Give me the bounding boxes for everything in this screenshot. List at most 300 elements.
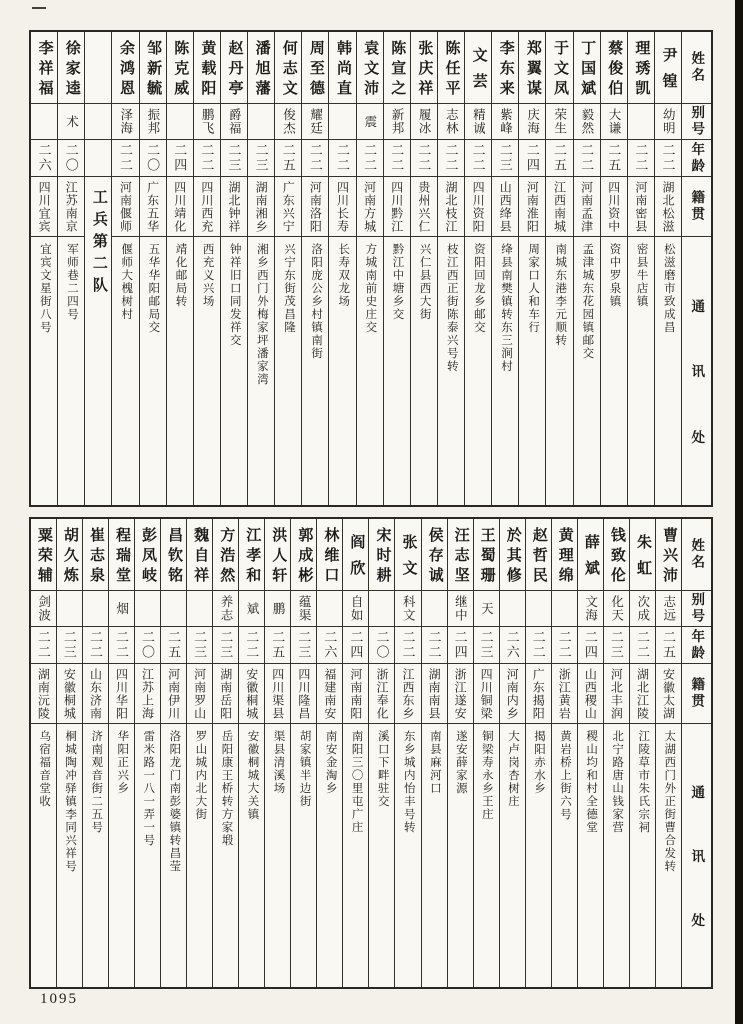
entry-age: 二四 bbox=[578, 627, 603, 664]
entry-age: 二五 bbox=[601, 140, 627, 177]
entry-age: 二二 bbox=[655, 140, 681, 177]
entry-column bbox=[238, 519, 264, 987]
entry-native-place: 河北丰润 bbox=[604, 664, 629, 724]
entry-address: 资中罗泉镇 bbox=[608, 243, 621, 308]
entry-age: 二三 bbox=[604, 627, 629, 664]
entry-age: 二二 bbox=[465, 140, 491, 177]
entry-age: 二五 bbox=[161, 627, 186, 664]
entry-column bbox=[356, 32, 383, 505]
entry-alias: 紫峰 bbox=[492, 104, 518, 140]
entry-age: 二二 bbox=[239, 627, 264, 664]
entry-name: 方 浩 然 bbox=[213, 519, 238, 591]
entry-name: 丁 国 斌 bbox=[574, 32, 600, 104]
entry-alias: 耀廷 bbox=[302, 104, 328, 140]
entry-age: 二四 bbox=[448, 627, 473, 664]
entry-address: 兴仁县西大街 bbox=[418, 243, 431, 321]
entry-alias bbox=[369, 591, 394, 627]
entry-age: 二〇 bbox=[58, 140, 84, 177]
entry-name: 郭 成 彬 bbox=[291, 519, 316, 591]
entry-native-place: 四川黔江 bbox=[384, 177, 410, 237]
column-headers bbox=[681, 32, 711, 505]
entry-native-place: 河南南阳 bbox=[343, 664, 368, 724]
entry-age: 二二 bbox=[109, 627, 134, 664]
entry-name: 张 庆 祥 bbox=[411, 32, 437, 104]
entry-address: 松滋磨市致成昌 bbox=[662, 243, 675, 334]
entry-age: 二三 bbox=[492, 140, 518, 177]
header-native-label: 籍贯 bbox=[682, 664, 711, 724]
page-number: 1095 bbox=[40, 991, 78, 1007]
entry-age: 二四 bbox=[519, 140, 545, 177]
header-address-label: 通 讯 处 bbox=[689, 784, 705, 927]
entry-address: 北宁路唐山钱家营 bbox=[611, 730, 624, 834]
entry-name: 曹 兴 沛 bbox=[656, 519, 681, 591]
entry-column bbox=[56, 519, 82, 987]
entry-address: 黔江中塘乡交 bbox=[391, 243, 404, 321]
entry-name: 蔡 俊 伯 bbox=[601, 32, 627, 104]
entry-age: 二三 bbox=[291, 627, 316, 664]
entry-address: 铜梁寿永乡王庄 bbox=[480, 730, 493, 821]
entry-alias: 庆海 bbox=[519, 104, 545, 140]
entry-column bbox=[383, 32, 410, 505]
entry-column bbox=[473, 519, 499, 987]
entry-alias: 文海 bbox=[578, 591, 603, 627]
entry-address: 溪口下畔驻交 bbox=[376, 730, 389, 808]
entry-column bbox=[491, 32, 518, 505]
entry-name: 袁 文 沛 bbox=[357, 32, 383, 104]
entry-native-place: 河南洛阳 bbox=[302, 177, 328, 237]
entry-address: 偃师大槐树村 bbox=[120, 243, 133, 321]
entry-column bbox=[410, 32, 437, 505]
entry-age: 二二 bbox=[526, 627, 551, 664]
entry-alias: 毅然 bbox=[574, 104, 600, 140]
entry-address: 江陵草市朱氏宗祠 bbox=[637, 730, 650, 834]
entry-name: 余 鸿 恩 bbox=[112, 32, 138, 104]
entry-column bbox=[31, 519, 56, 987]
entry-name: 韩 尚 直 bbox=[329, 32, 355, 104]
entry-address: 洛阳庞公乡村镇南街 bbox=[310, 243, 323, 360]
entry-alias bbox=[83, 591, 108, 627]
header-age-label: 年龄 bbox=[682, 627, 711, 664]
entry-address: 资阳回龙乡邮交 bbox=[472, 243, 485, 334]
entry-age: 二二 bbox=[112, 140, 138, 177]
entry-alias: 次成 bbox=[630, 591, 655, 627]
entry-age: 二五 bbox=[265, 627, 290, 664]
entry-column bbox=[629, 519, 655, 987]
entry-alias: 志远 bbox=[656, 591, 681, 627]
entry-native-place: 湖北钟祥 bbox=[221, 177, 247, 237]
entry-age: 二〇 bbox=[140, 140, 166, 177]
entry-native-place: 湖北松滋 bbox=[655, 177, 681, 237]
entry-alias bbox=[31, 104, 57, 140]
entry-age: 二六 bbox=[317, 627, 342, 664]
header-alias-label: 别号 bbox=[682, 104, 711, 140]
entry-native-place: 四川资阳 bbox=[465, 177, 491, 237]
entry-address: 安徽桐城大关镇 bbox=[246, 730, 259, 821]
entry-column bbox=[603, 519, 629, 987]
entry-age: 二二 bbox=[357, 140, 383, 177]
entry-address: 方城南前史庄交 bbox=[364, 243, 377, 334]
entry-native-place: 河南内乡 bbox=[500, 664, 525, 724]
directory-table-upper bbox=[29, 30, 713, 507]
entry-native-place: 江西东乡 bbox=[395, 664, 420, 724]
entry-native-place: 四川西充 bbox=[194, 177, 220, 237]
entry-alias: 烟 bbox=[109, 591, 134, 627]
entry-alias: 新邦 bbox=[384, 104, 410, 140]
entry-column bbox=[421, 519, 447, 987]
entry-address: 孟津城东花园镇邮交 bbox=[581, 243, 594, 360]
scan-edge-artifact bbox=[735, 0, 743, 1024]
entry-name: 林 维 口 bbox=[317, 519, 342, 591]
entry-column bbox=[31, 32, 57, 505]
entry-column bbox=[220, 32, 247, 505]
entry-native-place: 湖南湘乡 bbox=[248, 177, 274, 237]
entry-column bbox=[134, 519, 160, 987]
entry-address: 太湖西门外正街曹合发转 bbox=[663, 730, 676, 873]
entry-column bbox=[573, 32, 600, 505]
entry-native-place: 浙江黄岩 bbox=[552, 664, 577, 724]
entry-alias bbox=[135, 591, 160, 627]
entry-age: 二五 bbox=[546, 140, 572, 177]
entry-native-place: 湖北枝江 bbox=[438, 177, 464, 237]
entry-name: 徐 家 逵 bbox=[58, 32, 84, 104]
entry-column bbox=[545, 32, 572, 505]
entry-alias: 幼明 bbox=[655, 104, 681, 140]
entry-name: 何 志 文 bbox=[275, 32, 301, 104]
entry-column bbox=[518, 32, 545, 505]
entry-age: 二二 bbox=[574, 140, 600, 177]
entry-alias bbox=[628, 104, 654, 140]
entry-name: 郑 翼 谋 bbox=[519, 32, 545, 104]
entry-alias: 大谦 bbox=[601, 104, 627, 140]
empty-cell bbox=[85, 140, 111, 177]
entry-name: 昌 钦 铭 bbox=[161, 519, 186, 591]
entry-column bbox=[212, 519, 238, 987]
entry-address: 稷山均和村全德堂 bbox=[585, 730, 598, 834]
entry-native-place: 江苏南京 bbox=[58, 177, 84, 237]
entry-native-place: 湖南岳阳 bbox=[213, 664, 238, 724]
entry-alias: 科文 bbox=[395, 591, 420, 627]
entry-name: 钱 致 伦 bbox=[604, 519, 629, 591]
entry-age: 二三 bbox=[474, 627, 499, 664]
entry-age: 二〇 bbox=[369, 627, 394, 664]
entry-name: 於 其 修 bbox=[500, 519, 525, 591]
entry-alias: 自如 bbox=[343, 591, 368, 627]
entry-address: 密县牛店镇 bbox=[635, 243, 648, 308]
entry-native-place: 山西稷山 bbox=[578, 664, 603, 724]
entry-name: 理 琇 凯 bbox=[628, 32, 654, 104]
entry-column bbox=[328, 32, 355, 505]
entry-name: 粟 荣 辅 bbox=[31, 519, 56, 591]
entry-native-place: 四川华阳 bbox=[109, 664, 134, 724]
entry-address: 岳阳康王桥转方家塅 bbox=[220, 730, 233, 847]
entry-address: 罗山城内北大街 bbox=[194, 730, 207, 821]
entry-alias bbox=[167, 104, 193, 140]
entry-name: 文 芸 bbox=[465, 32, 491, 104]
entry-name: 魏 自 祥 bbox=[187, 519, 212, 591]
entry-age: 二三 bbox=[248, 140, 274, 177]
entry-address: 济南观音街二五号 bbox=[90, 730, 103, 834]
scan-corner-mark bbox=[32, 7, 46, 9]
entry-name: 陈 克 威 bbox=[167, 32, 193, 104]
entry-alias bbox=[248, 104, 274, 140]
column-headers bbox=[681, 519, 711, 987]
entry-name: 于 文 凤 bbox=[546, 32, 572, 104]
entry-name: 崔 志 泉 bbox=[83, 519, 108, 591]
entry-native-place: 江苏上海 bbox=[135, 664, 160, 724]
empty-cell bbox=[85, 32, 111, 104]
entry-name: 张 文 bbox=[395, 519, 420, 591]
entry-age: 二五 bbox=[656, 627, 681, 664]
entry-alias: 爵福 bbox=[221, 104, 247, 140]
entry-native-place: 河南罗山 bbox=[187, 664, 212, 724]
header-age-label: 年龄 bbox=[682, 140, 711, 177]
entry-alias bbox=[57, 591, 82, 627]
entry-name: 黄 理 绵 bbox=[552, 519, 577, 591]
entry-name: 李 东 来 bbox=[492, 32, 518, 104]
entry-native-place: 河南淮阳 bbox=[519, 177, 545, 237]
entry-alias bbox=[526, 591, 551, 627]
entry-address: 南安金淘乡 bbox=[324, 730, 337, 795]
directory-table-lower bbox=[29, 517, 713, 989]
entry-address: 雷米路一八一弄一号 bbox=[142, 730, 155, 847]
entry-column bbox=[464, 32, 491, 505]
entry-address: 乌宿福音堂收 bbox=[38, 730, 51, 808]
unit-section-column bbox=[84, 32, 111, 505]
entry-alias bbox=[552, 591, 577, 627]
entry-age: 二二 bbox=[628, 140, 654, 177]
entry-name: 王 蜀 珊 bbox=[474, 519, 499, 591]
entry-native-place: 四川靖化 bbox=[167, 177, 193, 237]
entry-native-place: 湖南沅陵 bbox=[31, 664, 56, 724]
entry-native-place: 湖南南县 bbox=[422, 664, 447, 724]
entry-native-place: 四川铜梁 bbox=[474, 664, 499, 724]
entry-native-place: 四川长寿 bbox=[329, 177, 355, 237]
entry-alias: 剑波 bbox=[31, 591, 56, 627]
entry-alias bbox=[161, 591, 186, 627]
entry-alias: 天 bbox=[474, 591, 499, 627]
entry-name: 李 祥 福 bbox=[31, 32, 57, 104]
entry-native-place: 河南孟津 bbox=[574, 177, 600, 237]
entry-native-place: 广东揭阳 bbox=[526, 664, 551, 724]
entry-alias: 振邦 bbox=[140, 104, 166, 140]
entry-column bbox=[290, 519, 316, 987]
entry-address: 南阳三〇里屯广庄 bbox=[350, 730, 363, 834]
entry-column bbox=[655, 519, 681, 987]
entry-native-place: 安徽桐城 bbox=[57, 664, 82, 724]
entry-name: 陈 任 平 bbox=[438, 32, 464, 104]
entry-name: 程 瑞 堂 bbox=[109, 519, 134, 591]
header-name-label: 姓名 bbox=[682, 519, 711, 591]
entry-column bbox=[274, 32, 301, 505]
empty-cell bbox=[85, 104, 111, 140]
entry-alias: 履冰 bbox=[411, 104, 437, 140]
entry-native-place: 河南伊川 bbox=[161, 664, 186, 724]
entry-age: 二二 bbox=[395, 627, 420, 664]
entry-native-place: 山西绛县 bbox=[492, 177, 518, 237]
entry-age: 二二 bbox=[31, 627, 56, 664]
entry-native-place: 四川宜宾 bbox=[31, 177, 57, 237]
entry-column bbox=[316, 519, 342, 987]
entry-alias bbox=[187, 591, 212, 627]
entry-address: 靖化邮局转 bbox=[174, 243, 187, 308]
header-native-label: 籍贯 bbox=[682, 177, 711, 237]
entry-name: 陈 宣 之 bbox=[384, 32, 410, 104]
entry-address: 宜宾文星街八号 bbox=[38, 243, 51, 334]
entry-column bbox=[499, 519, 525, 987]
entry-age: 二二 bbox=[422, 627, 447, 664]
entry-address: 揭阳赤水乡 bbox=[533, 730, 545, 795]
entry-alias: 化天 bbox=[604, 591, 629, 627]
entry-column bbox=[368, 519, 394, 987]
entry-address: 洛阳龙门南彭婆镇转昌莹 bbox=[168, 730, 181, 873]
entry-alias: 鹏 bbox=[265, 591, 290, 627]
entry-address: 枝江西正街陈泰兴号转 bbox=[445, 243, 458, 373]
entry-column bbox=[166, 32, 193, 505]
entry-alias: 继中 bbox=[448, 591, 473, 627]
entry-address: 渠县清溪场 bbox=[272, 730, 285, 795]
entry-native-place: 贵州兴仁 bbox=[411, 177, 437, 237]
entry-name: 江 孝 和 bbox=[239, 519, 264, 591]
entry-column bbox=[160, 519, 186, 987]
entry-alias: 养志 bbox=[213, 591, 238, 627]
entry-name: 周 至 德 bbox=[302, 32, 328, 104]
entry-address: 湘乡西门外梅家坪潘家湾 bbox=[255, 243, 268, 386]
entry-native-place: 浙江遂安 bbox=[448, 664, 473, 724]
entry-age: 二三 bbox=[57, 627, 82, 664]
entry-native-place: 浙江奉化 bbox=[369, 664, 394, 724]
entry-column bbox=[437, 32, 464, 505]
entry-age: 二三 bbox=[213, 627, 238, 664]
entry-address: 黄岩桥上街六号 bbox=[559, 730, 572, 821]
entry-name: 汪 志 坚 bbox=[448, 519, 473, 591]
entry-native-place: 河南密县 bbox=[628, 177, 654, 237]
entry-native-place: 四川渠县 bbox=[265, 664, 290, 724]
entry-age: 二二 bbox=[83, 627, 108, 664]
entry-address: 胡家镇半边街 bbox=[298, 730, 311, 808]
entry-address: 西充义兴场 bbox=[201, 243, 214, 308]
entry-address: 兴宁东街茂昌隆 bbox=[282, 243, 295, 334]
entry-column bbox=[264, 519, 290, 987]
entry-native-place: 湖北江陵 bbox=[630, 664, 655, 724]
entry-native-place: 江西南城 bbox=[546, 177, 572, 237]
entry-name: 潘 旭 藩 bbox=[248, 32, 274, 104]
entry-alias bbox=[422, 591, 447, 627]
entry-alias: 蕴渠 bbox=[291, 591, 316, 627]
entry-column bbox=[447, 519, 473, 987]
entry-column bbox=[247, 32, 274, 505]
entry-column bbox=[394, 519, 420, 987]
header-alias-label: 别号 bbox=[682, 591, 711, 627]
entry-address: 五华华阳邮局交 bbox=[147, 243, 160, 334]
entry-address: 南县麻河口 bbox=[428, 730, 441, 795]
entry-alias: 志林 bbox=[438, 104, 464, 140]
entry-alias bbox=[329, 104, 355, 140]
entry-age: 二二 bbox=[411, 140, 437, 177]
entry-column bbox=[193, 32, 220, 505]
entry-alias bbox=[317, 591, 342, 627]
entry-column bbox=[186, 519, 212, 987]
entry-name: 宋 时 耕 bbox=[369, 519, 394, 591]
entry-native-place: 四川资中 bbox=[601, 177, 627, 237]
entry-address: 绛县南樊镇转东三涧村 bbox=[499, 243, 512, 373]
entry-native-place: 福建南安 bbox=[317, 664, 342, 724]
entry-native-place: 四川隆昌 bbox=[291, 664, 316, 724]
entry-age: 二四 bbox=[343, 627, 368, 664]
entry-address: 南城东港李元顺转 bbox=[554, 243, 567, 347]
entry-age: 二二 bbox=[329, 140, 355, 177]
entry-age: 二二 bbox=[630, 627, 655, 664]
entry-name: 侯 存 诚 bbox=[422, 519, 447, 591]
entry-column bbox=[82, 519, 108, 987]
entry-age: 二二 bbox=[194, 140, 220, 177]
entry-age: 二〇 bbox=[135, 627, 160, 664]
entry-age: 二二 bbox=[552, 627, 577, 664]
entry-column bbox=[627, 32, 654, 505]
entry-column bbox=[139, 32, 166, 505]
entry-age: 二六 bbox=[500, 627, 525, 664]
entry-address: 大卢岗杏树庄 bbox=[506, 730, 519, 808]
entry-name: 彭 凤 岐 bbox=[135, 519, 160, 591]
entry-native-place: 河南方城 bbox=[357, 177, 383, 237]
entry-alias: 精诚 bbox=[465, 104, 491, 140]
entry-column bbox=[600, 32, 627, 505]
entry-column bbox=[111, 32, 138, 505]
entry-name: 尹 锽 bbox=[655, 32, 681, 104]
entry-age: 二三 bbox=[187, 627, 212, 664]
entry-column bbox=[342, 519, 368, 987]
entry-age: 二四 bbox=[167, 140, 193, 177]
entry-age: 二三 bbox=[221, 140, 247, 177]
header-name-label: 姓名 bbox=[682, 32, 711, 104]
entry-alias: 俊杰 bbox=[275, 104, 301, 140]
entry-alias: 震 bbox=[357, 104, 383, 140]
entry-alias: 斌 bbox=[239, 591, 264, 627]
entry-address: 钟祥旧口同发祥交 bbox=[228, 243, 241, 347]
entry-address: 军师巷二四号 bbox=[65, 243, 78, 321]
unit-label: 工兵第二队 bbox=[90, 189, 107, 299]
entry-alias: 荣生 bbox=[546, 104, 572, 140]
entry-column bbox=[654, 32, 681, 505]
entry-address: 华阳正兴乡 bbox=[116, 730, 129, 795]
entry-column bbox=[577, 519, 603, 987]
entry-alias: 鹏飞 bbox=[194, 104, 220, 140]
entry-name: 赵 哲 民 bbox=[526, 519, 551, 591]
entry-address: 遂安薛家源 bbox=[454, 730, 467, 795]
entry-age: 二二 bbox=[438, 140, 464, 177]
entry-column bbox=[525, 519, 551, 987]
entry-address: 周家口人和车行 bbox=[527, 243, 540, 334]
entry-column bbox=[301, 32, 328, 505]
entry-alias bbox=[500, 591, 525, 627]
entry-name: 薛 斌 bbox=[578, 519, 603, 591]
entry-age: 二二 bbox=[384, 140, 410, 177]
entry-alias: 术 bbox=[58, 104, 84, 140]
entry-alias: 泽海 bbox=[112, 104, 138, 140]
entry-age: 二五 bbox=[275, 140, 301, 177]
entry-native-place: 河南偃师 bbox=[112, 177, 138, 237]
entry-name: 赵 丹 亭 bbox=[221, 32, 247, 104]
entry-name: 洪 人 轩 bbox=[265, 519, 290, 591]
entry-name: 邹 新 毓 bbox=[140, 32, 166, 104]
entry-address: 桐城陶冲驿镇李同兴祥号 bbox=[64, 730, 77, 873]
entry-address: 长寿双龙场 bbox=[337, 243, 350, 308]
entry-name: 阎 欣 bbox=[343, 519, 368, 591]
entry-age: 二二 bbox=[302, 140, 328, 177]
entry-column bbox=[108, 519, 134, 987]
entry-native-place: 山东济南 bbox=[83, 664, 108, 724]
entry-name: 朱 虹 bbox=[630, 519, 655, 591]
entry-name: 胡 久 炼 bbox=[57, 519, 82, 591]
